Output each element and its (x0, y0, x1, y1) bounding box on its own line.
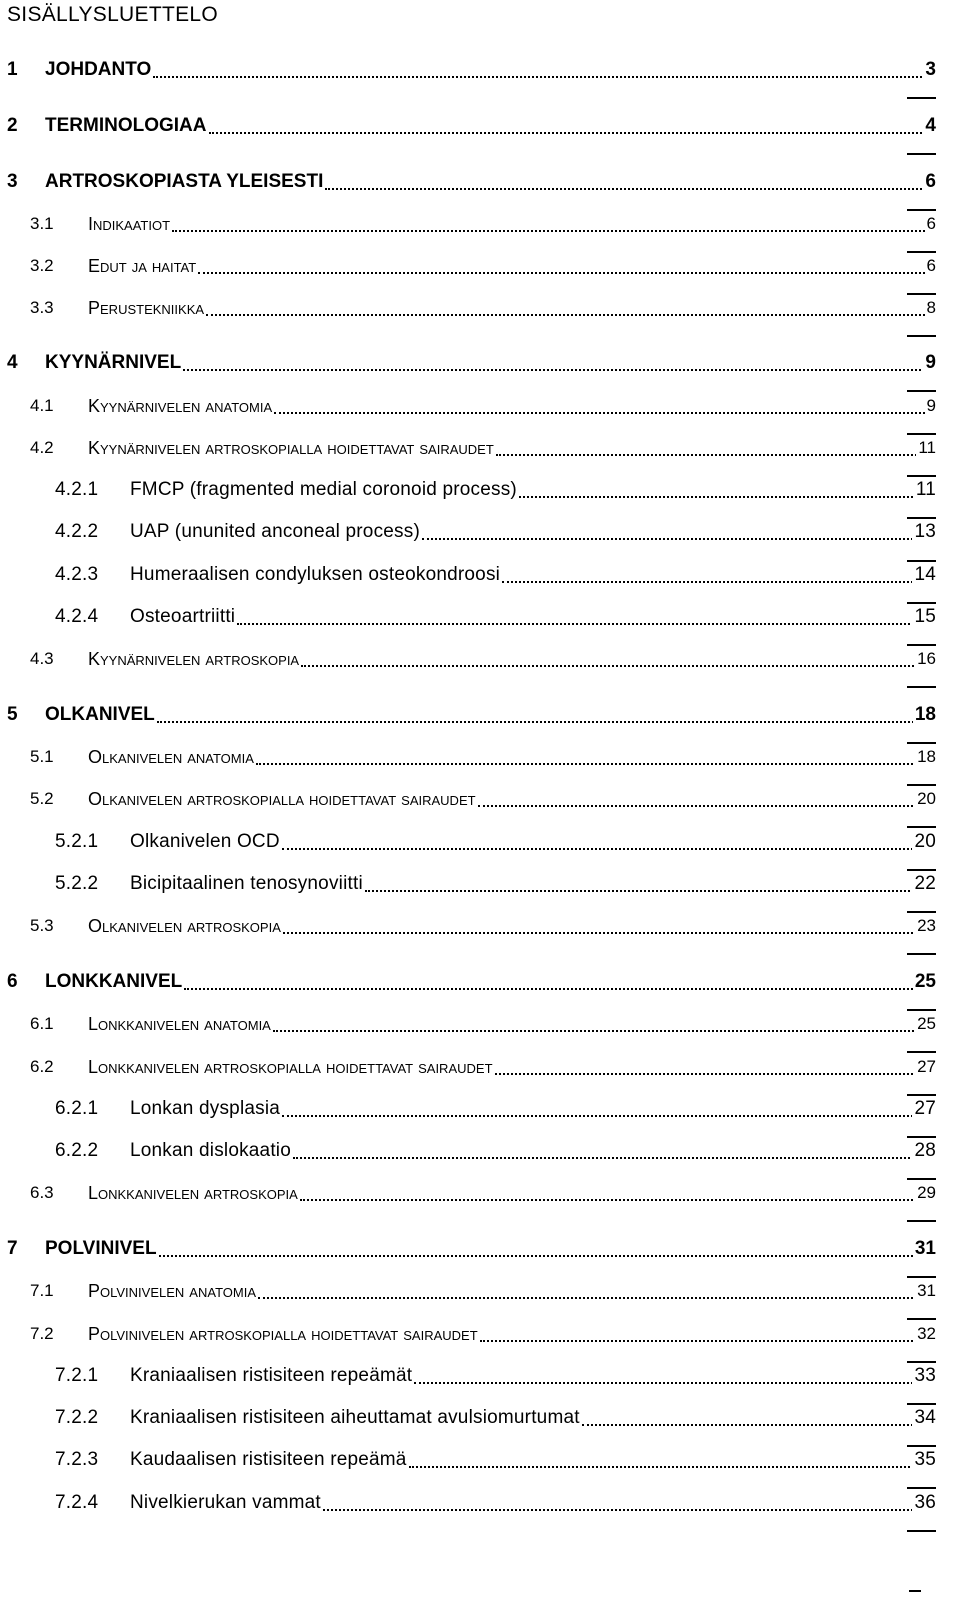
toc-underline-rule (907, 1051, 936, 1053)
toc-page-number: 9 (925, 393, 936, 419)
toc-entry-number: 6.2.2 (55, 1140, 99, 1161)
toc-entry-title: LONKKANIVEL (45, 969, 184, 995)
toc-dot-leader (273, 1030, 933, 1032)
toc-entry[interactable] (0, 1054, 960, 1086)
toc-entry[interactable] (0, 1278, 960, 1310)
toc-title: SISÄLLYSLUETTELO (7, 3, 218, 26)
toc-dot-leader (274, 412, 933, 414)
toc-entry-title: JOHDANTO (45, 57, 153, 83)
toc-dot-leader (282, 848, 933, 850)
toc-dot-leader (480, 1340, 933, 1342)
toc-entry[interactable] (0, 1236, 960, 1268)
toc-entry-title: Kraniaalisen ristisiteen repeämät (130, 1363, 414, 1389)
toc-dot-leader (198, 272, 933, 274)
toc-entry-number: 4.3 (30, 649, 54, 668)
toc-entry[interactable] (0, 113, 960, 145)
toc-entry-title: Kaudaalisen ristisiteen repeämä (130, 1447, 409, 1473)
toc-entry-number: 3 (7, 171, 18, 192)
toc-page-number: 31 (913, 1236, 936, 1262)
toc-page-number: 35 (912, 1447, 936, 1473)
toc-page-number: 6 (923, 169, 936, 195)
toc-underline-rule (907, 686, 936, 688)
toc-dot-leader (153, 76, 933, 78)
toc-entry-number: 5.2.2 (55, 873, 99, 894)
toc-dot-leader (422, 538, 933, 540)
toc-page-number: 18 (913, 702, 936, 728)
toc-entry[interactable] (0, 702, 960, 734)
toc-page-number: 4 (923, 113, 936, 139)
toc-dot-leader (237, 623, 933, 625)
toc-page-number: 27 (912, 1096, 936, 1122)
toc-underline-rule (907, 390, 936, 392)
toc-entry[interactable] (0, 1011, 960, 1043)
toc-entry-number: 7.2.2 (55, 1407, 99, 1428)
toc-entry-title: Polvinivelen anatomia (88, 1278, 258, 1304)
toc-entry[interactable] (0, 562, 960, 594)
toc-dot-leader (282, 1115, 933, 1117)
toc-page-number: 11 (914, 477, 936, 503)
toc-dot-leader (300, 1199, 933, 1201)
toc-dot-leader (256, 763, 933, 765)
toc-entry-number: 4 (7, 352, 18, 373)
toc-underline-rule (907, 335, 936, 337)
toc-dot-leader (582, 1424, 933, 1426)
toc-page-number: 3 (923, 57, 936, 83)
toc-entry-title: Kyynärnivelen artroskopialla hoidettavat sairaudet (88, 435, 496, 461)
toc-dot-leader (206, 314, 933, 316)
toc-entry[interactable] (0, 435, 960, 467)
toc-entry-number: 6.1 (30, 1014, 54, 1033)
toc-dot-leader (519, 496, 933, 498)
toc-page-number: 6 (925, 253, 936, 279)
toc-entry[interactable] (0, 1321, 960, 1353)
toc-entry-number: 5.2 (30, 789, 54, 808)
toc-entry[interactable] (0, 1490, 960, 1522)
toc-entry-number: 6.2.1 (55, 1098, 99, 1119)
toc-entry-number: 7.2.3 (55, 1449, 99, 1470)
toc-entry-title: Lonkkanivelen artroskopialla hoidettavat sairaudet (88, 1054, 495, 1080)
toc-entry[interactable] (0, 169, 960, 201)
toc-entry[interactable] (0, 1447, 960, 1479)
toc-entry-title: Perustekniikka (88, 295, 206, 321)
toc-entry-title: TERMINOLOGIAA (45, 113, 209, 139)
toc-dot-leader (293, 1157, 933, 1159)
toc-entry[interactable] (0, 57, 960, 89)
toc-entry-title: ARTROSKOPIASTA YLEISESTI (45, 169, 325, 195)
toc-entry-number: 3.1 (30, 214, 54, 233)
toc-entry[interactable] (0, 295, 960, 327)
toc-page-number: 27 (915, 1054, 936, 1080)
toc-dot-leader (365, 890, 933, 892)
toc-underline-rule (907, 953, 936, 955)
toc-page-number: 11 (916, 435, 936, 461)
toc-dot-leader (283, 932, 933, 934)
toc-page-number: 25 (913, 969, 936, 995)
toc-page-number: 36 (912, 1490, 936, 1516)
toc-entry-number: 3.3 (30, 298, 54, 317)
toc-entry[interactable] (0, 1363, 960, 1395)
toc-dot-leader (301, 665, 933, 667)
toc-entry-title: Polvinivelen artroskopialla hoidettavat sairaudet (88, 1321, 480, 1347)
toc-page-number: 13 (912, 519, 936, 545)
toc-dot-leader (172, 230, 933, 232)
toc-entry-title: KYYNÄRNIVEL (45, 350, 183, 376)
toc-dot-leader (325, 188, 933, 190)
toc-page-number: 32 (915, 1321, 936, 1347)
toc-entry-number: 5.1 (30, 747, 54, 766)
toc-page-number: 25 (915, 1011, 936, 1037)
toc-entry-title: Kyynärnivelen artroskopia (88, 646, 301, 672)
toc-entry-title: Lonkkanivelen anatomia (88, 1011, 273, 1037)
toc-entry-title: Olkanivelen OCD (130, 829, 282, 855)
toc-page-number: 22 (912, 871, 936, 897)
toc-entry-title: Edut ja haitat (88, 253, 198, 279)
toc-entry[interactable] (0, 646, 960, 678)
toc-entry[interactable] (0, 519, 960, 551)
toc-entry-title: Kraniaalisen ristisiteen aiheuttamat avulsiomurtumat (130, 1405, 582, 1431)
toc-page-number: 33 (912, 1363, 936, 1389)
toc-entry[interactable] (0, 969, 960, 1001)
toc-page-number: 15 (912, 604, 936, 630)
toc-dot-leader (209, 132, 933, 134)
toc-entry[interactable] (0, 393, 960, 425)
toc-entry-title: Kyynärnivelen anatomia (88, 393, 274, 419)
toc-page-number: 29 (915, 1180, 936, 1206)
toc-entry[interactable] (0, 211, 960, 243)
toc-entry[interactable] (0, 1405, 960, 1437)
toc-page-number: 20 (912, 829, 936, 855)
toc-page-number: 9 (923, 350, 936, 376)
toc-entry[interactable] (0, 1180, 960, 1212)
toc-entry[interactable] (0, 829, 960, 861)
toc-entry-number: 4.2.1 (55, 479, 99, 500)
toc-dot-leader (409, 1466, 933, 1468)
toc-entry-number: 4.2 (30, 438, 54, 457)
toc-entry-number: 3.2 (30, 256, 54, 275)
toc-entry-number: 4.2.2 (55, 521, 99, 542)
toc-entry-number: 2 (7, 115, 18, 136)
toc-page-number: 28 (912, 1138, 936, 1164)
toc-entry-number: 4.1 (30, 396, 54, 415)
toc-entry-title: Lonkkanivelen artroskopia (88, 1180, 300, 1206)
toc-entry[interactable] (0, 253, 960, 285)
toc-dot-leader (502, 581, 933, 583)
toc-underline-rule (907, 1530, 936, 1532)
toc-entry[interactable] (0, 1096, 960, 1128)
toc-entry-number: 5 (7, 704, 18, 725)
toc-underline-rule (907, 97, 936, 99)
toc-entry-number: 7.2 (30, 1324, 54, 1343)
toc-entry[interactable] (0, 744, 960, 776)
toc-entry-title: OLKANIVEL (45, 702, 157, 728)
toc-dot-leader (157, 721, 933, 723)
toc-underline-rule (907, 153, 936, 155)
toc-entry-title: POLVINIVEL (45, 1236, 159, 1262)
toc-entry-number: 6 (7, 971, 18, 992)
toc-entry-number: 7.2.1 (55, 1365, 99, 1386)
toc-entry-title: Olkanivelen anatomia (88, 744, 256, 770)
toc-entry-number: 1 (7, 59, 18, 80)
toc-dot-leader (183, 369, 933, 371)
toc-page-number: 31 (915, 1278, 936, 1304)
toc-entry-number: 6.2 (30, 1057, 54, 1076)
toc-page-number: 20 (915, 786, 936, 812)
toc-entry-number: 5.3 (30, 916, 54, 935)
toc-entry-number: 5.2.1 (55, 831, 99, 852)
toc-entry[interactable] (0, 786, 960, 818)
toc-page-number: 23 (915, 913, 936, 939)
toc-entry-title: Olkanivelen artroskopia (88, 913, 283, 939)
toc-dot-leader (323, 1509, 933, 1511)
toc-entry[interactable] (0, 350, 960, 382)
toc-dot-leader (414, 1382, 933, 1384)
toc-entry-title: Lonkan dislokaatio (130, 1138, 293, 1164)
toc-entry[interactable] (0, 913, 960, 945)
toc-underline-rule (907, 1220, 936, 1222)
toc-entry-number: 6.3 (30, 1183, 54, 1202)
toc-entry-title: Nivelkierukan vammat (130, 1490, 323, 1516)
toc-entry[interactable] (0, 1138, 960, 1170)
toc-underline-rule (907, 1318, 936, 1320)
toc-entry-title: UAP (ununited anconeal process) (130, 519, 422, 545)
toc-entry-number: 7 (7, 1238, 18, 1259)
toc-page-number: 16 (915, 646, 936, 672)
toc-entry[interactable] (0, 604, 960, 636)
toc-entry[interactable] (0, 477, 960, 509)
toc-page-number: 14 (912, 562, 936, 588)
toc-entry-number: 7.2.4 (55, 1492, 99, 1513)
toc-entry-number: 4.2.3 (55, 564, 99, 585)
toc-dot-leader (258, 1297, 933, 1299)
trailing-rule (909, 1590, 921, 1592)
toc-entry-title: Indikaatiot (88, 211, 172, 237)
toc-entry-title: FMCP (fragmented medial coronoid process) (130, 477, 519, 503)
toc-page-number: 6 (925, 211, 936, 237)
toc-dot-leader (478, 805, 933, 807)
toc-entry[interactable] (0, 871, 960, 903)
toc-entry-title: Osteoartriitti (130, 604, 237, 630)
toc-page-number: 8 (925, 295, 936, 321)
toc-dot-leader (184, 988, 933, 990)
toc-entry-title: Humeraalisen condyluksen osteokondroosi (130, 562, 502, 588)
toc-dot-leader (495, 1073, 933, 1075)
toc-entry-title: Olkanivelen artroskopialla hoidettavat sairaudet (88, 786, 478, 812)
toc-entry-number: 4.2.4 (55, 606, 99, 627)
toc-underline-rule (907, 1487, 936, 1489)
toc-page-number: 18 (915, 744, 936, 770)
toc-page-number: 34 (912, 1405, 936, 1431)
toc-entry-number: 7.1 (30, 1281, 54, 1300)
toc-underline-rule (907, 826, 936, 828)
toc-dot-leader (159, 1255, 933, 1257)
toc-entry-title: Bicipitaalinen tenosynoviitti (130, 871, 365, 897)
toc-dot-leader (496, 454, 933, 456)
toc-entry-title: Lonkan dysplasia (130, 1096, 282, 1122)
